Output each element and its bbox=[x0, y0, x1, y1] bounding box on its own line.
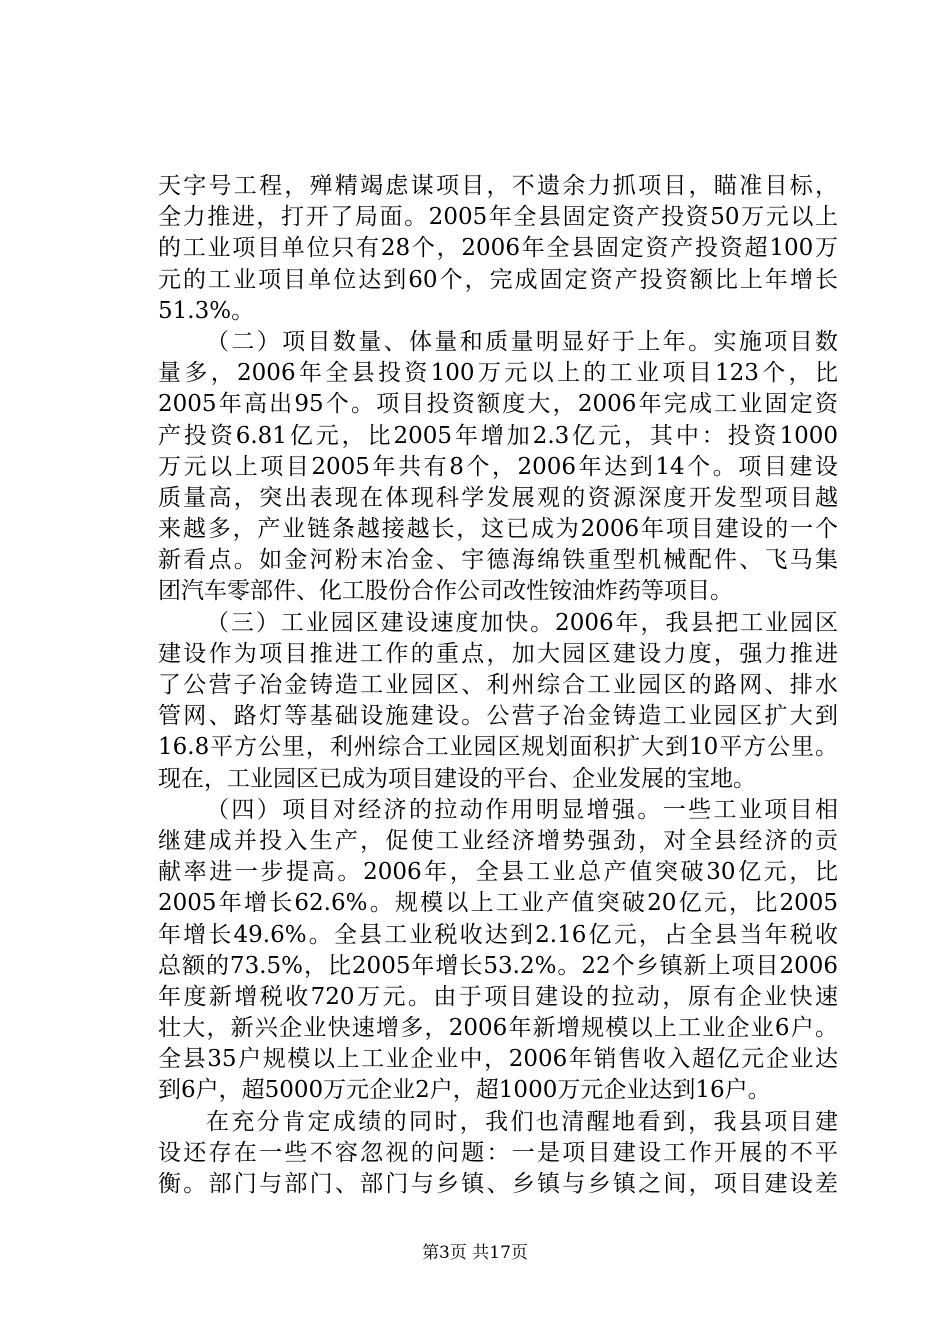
text-line: （二）项目数量、体量和质量明显好于上年。实施项目数 bbox=[206, 328, 838, 355]
text-line: 全力推进，打开了局面。2005年全县固定资产投资50万元以上 bbox=[158, 204, 838, 231]
text-line: 16.8平方公里，利州综合工业园区规划面积扩大到10平方公里。 bbox=[158, 734, 838, 761]
text-line: 现在，工业园区已成为项目建设的平台、企业发展的宝地。 bbox=[158, 765, 756, 792]
text-line: 2005年增长62.6%。规模以上工业产值突破20亿元，比2005 bbox=[158, 890, 838, 917]
text-line: 了公营子冶金铸造工业园区、利州综合工业园区的路网、排水 bbox=[158, 672, 838, 698]
text-line: 万元以上项目2005年共有8个，2006年达到14个。项目建设 bbox=[158, 453, 838, 480]
text-line: 设还存在一些不容忽视的问题：一是项目建设工作开展的不平 bbox=[158, 1139, 838, 1166]
text-line: 团汽车零部件、化工股份合作公司改性铵油炸药等项目。 bbox=[158, 578, 733, 605]
text-line: 壮大，新兴企业快速增多，2006年新增规模以上工业企业6户。 bbox=[158, 1015, 838, 1042]
text-line: 新看点。如金河粉末冶金、宇德海绵铁重型机械配件、飞马集 bbox=[158, 547, 838, 574]
text-line: 51.3%。 bbox=[158, 297, 255, 324]
text-line: 献率进一步提高。2006年，全县工业总产值突破30亿元，比 bbox=[158, 859, 838, 886]
text-line: （三）工业园区建设速度加快。2006年，我县把工业园区 bbox=[206, 609, 838, 636]
text-line: 全县35户规模以上工业企业中，2006年销售收入超亿元企业达 bbox=[158, 1046, 838, 1073]
document-body bbox=[158, 171, 838, 1200]
text-line: 天字号工程，殚精竭虑谋项目，不遗余力抓项目，瞄准目标， bbox=[158, 173, 838, 199]
text-line: 元的工业项目单位达到60个，完成固定资产投资额比上年增长 bbox=[158, 266, 838, 293]
text-line: 产投资6.81亿元，比2005年增加2.3亿元，其中：投资1000 bbox=[158, 422, 838, 449]
text-line: 管网、路灯等基础设施建设。公营子冶金铸造工业园区扩大到 bbox=[158, 703, 838, 730]
text-line: 质量高，突出表现在体现科学发展观的资源深度开发型项目越 bbox=[158, 484, 838, 511]
text-line: 的工业项目单位只有28个，2006年全县固定资产投资超100万 bbox=[158, 235, 838, 262]
text-line: 总额的73.5%，比2005年增长53.2%。22个乡镇新上项目2006 bbox=[158, 952, 838, 979]
text-line: 来越多，产业链条越接越长，这已成为2006年项目建设的一个 bbox=[158, 516, 838, 543]
text-line: 到6户，超5000万元企业2户，超1000万元企业达到16户。 bbox=[158, 1077, 771, 1104]
text-line: 2005年高出95个。项目投资额度大，2006年完成工业固定资 bbox=[158, 391, 838, 418]
text-line: 量多，2006年全县投资100万元以上的工业项目123个，比 bbox=[158, 360, 838, 387]
text-line: 年度新增税收720万元。由于项目建设的拉动，原有企业快速 bbox=[158, 983, 838, 1010]
text-line: 年增长49.6%。全县工业税收达到2.16亿元，占全县当年税收 bbox=[158, 921, 838, 948]
page-footer: 第3页 共17页 bbox=[422, 1243, 528, 1263]
text-line: 衡。部门与部门、部门与乡镇、乡镇与乡镇之间，项目建设差 bbox=[158, 1171, 838, 1197]
text-line: （四）项目对经济的拉动作用明显增强。一些工业项目相 bbox=[206, 796, 838, 823]
text-line: 在充分肯定成绩的同时，我们也清醒地看到，我县项目建 bbox=[206, 1108, 838, 1135]
text-line: 建设作为项目推进工作的重点，加大园区建设力度，强力推进 bbox=[158, 640, 838, 667]
text-line: 继建成并投入生产，促使工业经济增势强劲，对全县经济的贡 bbox=[158, 827, 838, 854]
